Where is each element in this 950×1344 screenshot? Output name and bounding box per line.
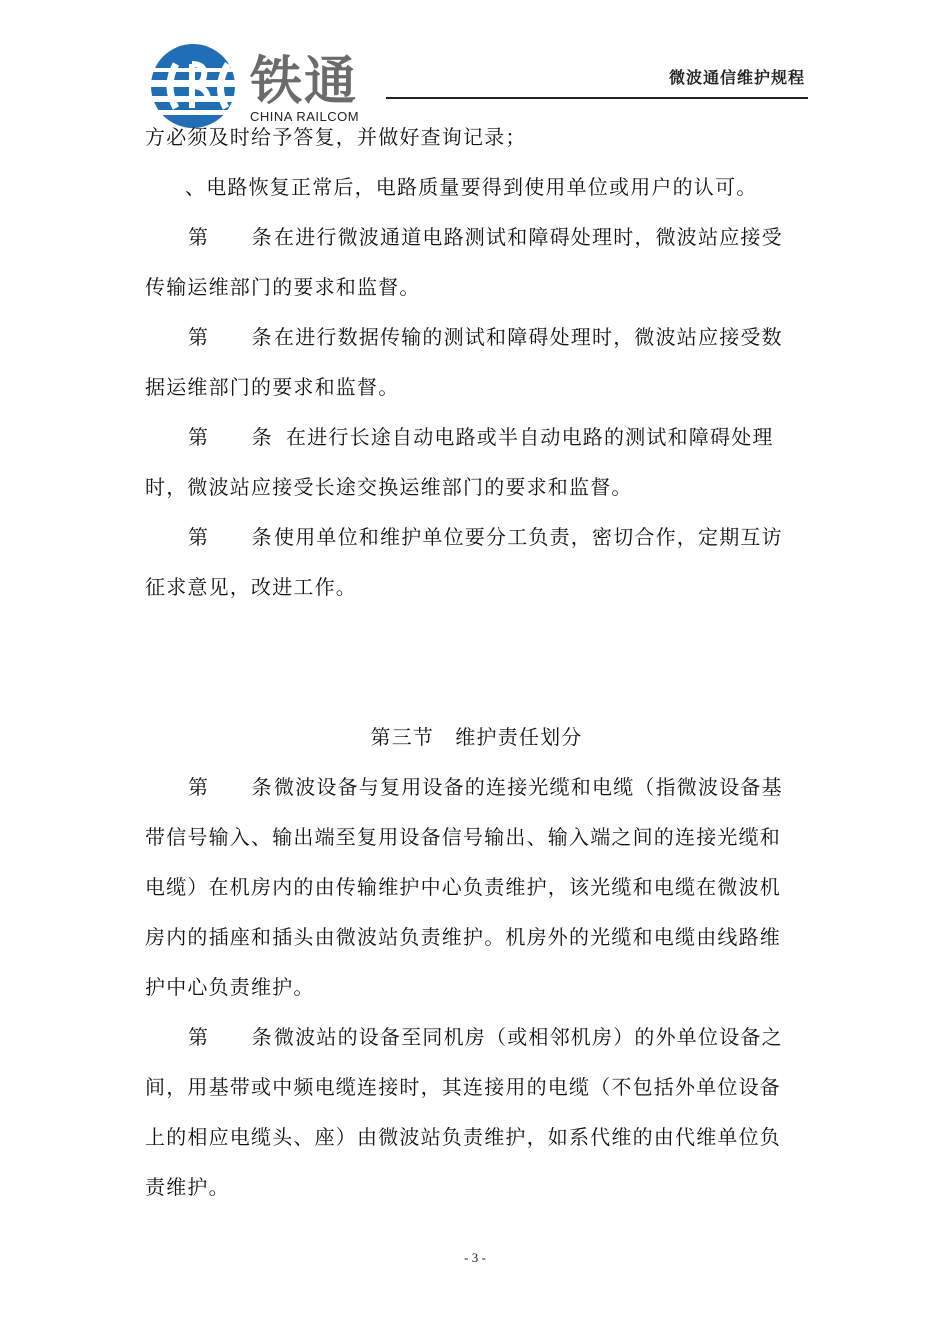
article-1-line-2: 传输运维部门的要求和监督。 — [145, 275, 421, 299]
article-label: 第 条 — [188, 425, 273, 449]
article-2-line-2: 据运维部门的要求和监督。 — [145, 375, 400, 399]
article-1-line-1 — [145, 212, 808, 262]
article-text: 微波站的设备至同机房（或相邻机房）的外单位设备之 — [274, 1025, 783, 1049]
article-label: 第 条 — [188, 225, 273, 249]
article-4-line-1 — [145, 512, 808, 562]
article-label: 第 条 — [188, 325, 273, 349]
article-5-line-4: 房内的插座和插头由微波站负责维护。机房外的光缆和电缆由线路维 — [145, 925, 781, 949]
article-5-line-1 — [145, 762, 808, 812]
section-title: 第三节 维护责任划分 — [370, 725, 583, 749]
article-text: 微波设备与复用设备的连接光缆和电缆（指微波设备基 — [274, 775, 783, 799]
article-3-line-1 — [145, 412, 808, 462]
article-6-line-3: 上的相应电缆头、座）由微波站负责维护，如系代维的由代维单位负 — [145, 1125, 781, 1149]
article-text: 在进行长途自动电路或半自动电路的测试和障碍处理 — [286, 425, 774, 449]
text-line: 方必须及时给予答复，并做好查询记录； — [145, 125, 527, 149]
document-title: 微波通信维护规程 — [668, 68, 805, 87]
article-label: 第 条 — [188, 525, 273, 549]
logo-chinese-name: 铁通 — [250, 52, 359, 112]
text-line: 、电路恢复正常后，电路质量要得到使用单位或用户的认可。 — [185, 175, 758, 199]
article-label: 第 条 — [188, 1025, 273, 1049]
article-5-line-5: 护中心负责维护。 — [145, 975, 315, 999]
article-6-line-2: 间，用基带或中频电缆连接时，其连接用的电缆（不包括外单位设备 — [145, 1075, 781, 1099]
article-5-line-3: 电缆）在机房内的由传输维护中心负责维护，该光缆和电缆在微波机 — [145, 875, 781, 899]
article-text: 在进行微波通道电路测试和障碍处理时，微波站应接受 — [274, 225, 783, 249]
article-3-line-2: 时，微波站应接受长途交换运维部门的要求和监督。 — [145, 475, 633, 499]
page-header — [0, 0, 950, 130]
article-text: 在进行数据传输的测试和障碍处理时，微波站应接受数 — [274, 325, 783, 349]
article-4-line-2: 征求意见，改进工作。 — [145, 575, 357, 599]
section-spacer — [145, 612, 808, 712]
article-6-line-4: 责维护。 — [145, 1175, 230, 1199]
article-5-line-2: 带信号输入、输出端至复用设备信号输出、输入端之间的连接光缆和 — [145, 825, 781, 849]
article-2-line-1 — [145, 312, 808, 362]
article-text: 使用单位和维护单位要分工负责，密切合作，定期互访 — [274, 525, 783, 549]
logo-english-name: CHINA RAILCOM — [250, 109, 360, 124]
header-rule — [386, 97, 808, 99]
document-body — [145, 109, 808, 1212]
page-number: - 3 - — [464, 1250, 486, 1265]
article-6-line-1 — [145, 1012, 808, 1062]
article-label: 第 条 — [188, 775, 273, 799]
